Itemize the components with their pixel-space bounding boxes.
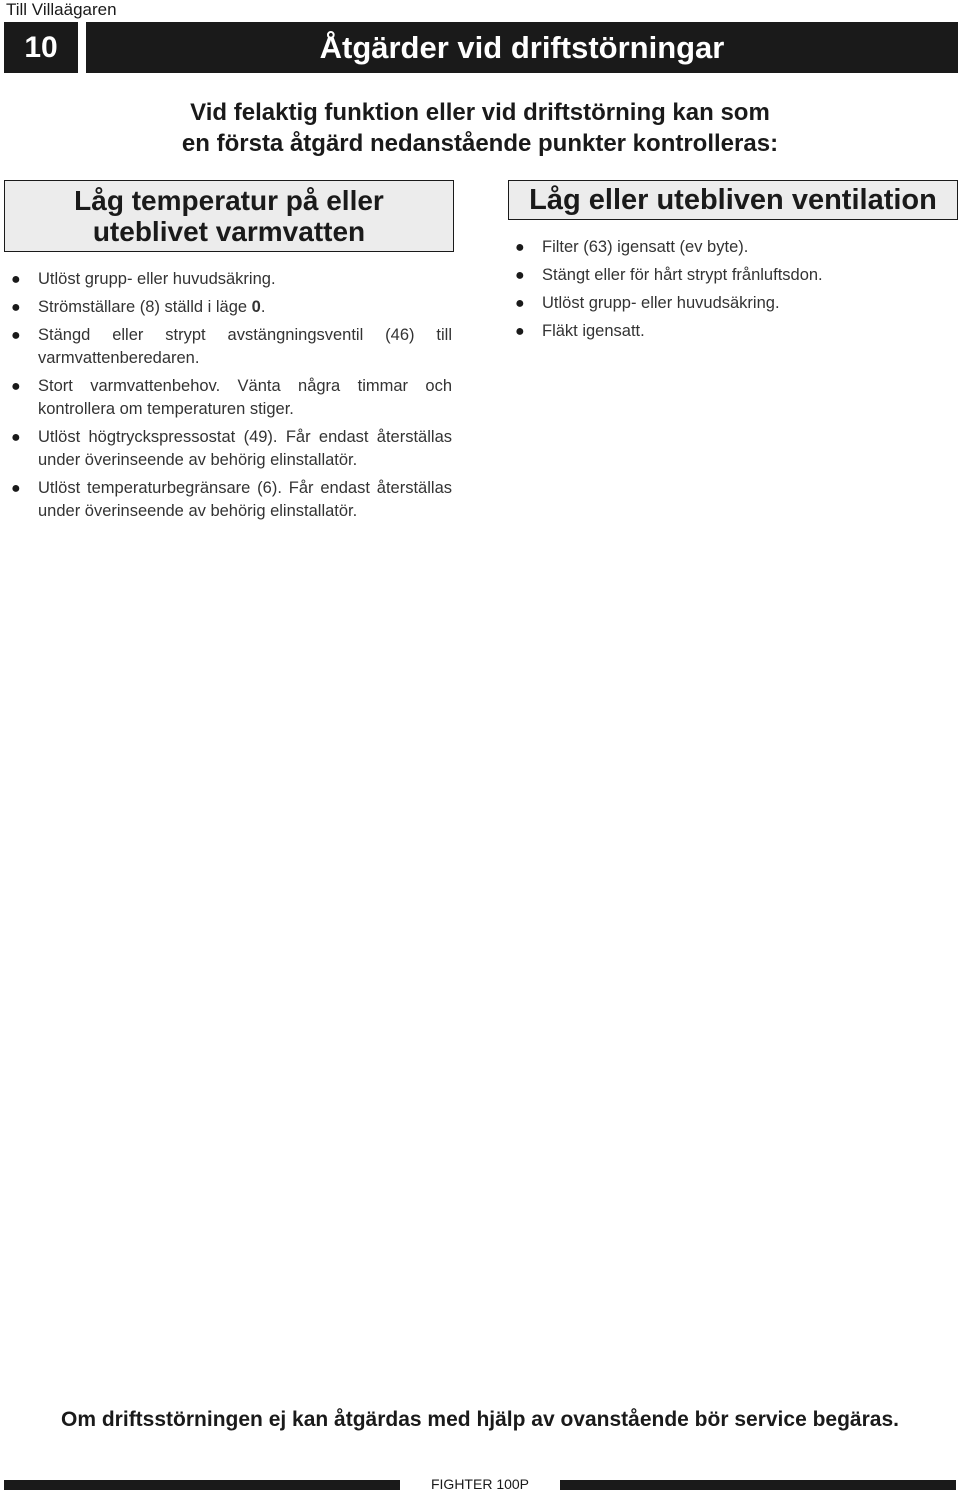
bullet-icon: ● xyxy=(11,327,21,344)
footer-service-note: Om driftsstörningen ej kan åtgärdas med hjälp av ovanstående bör service begäras. xyxy=(61,1408,899,1431)
list-item xyxy=(4,324,452,370)
list-item xyxy=(4,477,452,523)
list-item xyxy=(4,268,452,291)
list-item-text: Stort varmvattenbehov. Vänta några timmar och kontrollera om temperaturen stiger. xyxy=(38,377,452,418)
bullet-icon: ● xyxy=(11,429,21,446)
list-item xyxy=(508,292,948,315)
left-bullet-list xyxy=(4,268,452,528)
list-item-text: Fläkt igensatt. xyxy=(542,322,645,340)
list-item xyxy=(4,426,452,472)
list-item xyxy=(508,236,948,259)
list-item-text: Utlöst temperaturbegränsare (6). Får endast återställas under överinseende av behörig elinstallatör. xyxy=(38,479,452,520)
switch-position-value: 0 xyxy=(251,298,261,316)
footer-divider-right xyxy=(560,1480,956,1490)
list-item-text: Utlöst grupp- eller huvudsäkring. xyxy=(38,270,276,288)
bullet-icon: ● xyxy=(11,299,21,316)
footer-model-name: FIGHTER 100P xyxy=(430,1476,530,1492)
list-item-text: Stängd eller strypt avstängningsventil (46) till varmvattenberedaren. xyxy=(38,326,452,367)
right-bullet-list xyxy=(508,236,948,348)
list-item xyxy=(508,320,948,343)
bullet-icon: ● xyxy=(11,480,21,497)
list-item-text: Stängt eller för hårt strypt frånluftsdon. xyxy=(542,266,823,284)
list-item xyxy=(4,296,452,319)
list-item-text: Utlöst grupp- eller huvudsäkring. xyxy=(542,294,780,312)
list-item-text: Strömställare (8) ställd i läge xyxy=(38,298,252,316)
list-item xyxy=(4,375,452,421)
intro-line-2: en första åtgärd nedanstående punkter kontrolleras: xyxy=(181,130,779,157)
chapter-number: 10 xyxy=(4,22,78,73)
page-title: Åtgärder vid driftstörningar xyxy=(86,22,958,73)
footer-divider-left xyxy=(4,1480,400,1490)
list-item-text: Utlöst högtryckspressostat (49). Får endast återställas under överinseende av behörig elinstallatör. xyxy=(38,428,452,469)
left-section-heading xyxy=(4,180,454,252)
left-heading-line-1: Låg temperatur på eller xyxy=(74,185,384,216)
bullet-icon: ● xyxy=(11,271,21,288)
bullet-icon: ● xyxy=(515,239,525,256)
bullet-icon: ● xyxy=(515,323,525,340)
right-section-heading: Låg eller utebliven ventilation xyxy=(508,180,958,220)
list-item-text: Filter (63) igensatt (ev byte). xyxy=(542,238,749,256)
intro-text xyxy=(100,97,860,159)
list-item xyxy=(508,264,948,287)
list-item-end: . xyxy=(260,298,266,316)
left-heading-line-2: uteblivet varmvatten xyxy=(92,216,366,247)
intro-line-1: Vid felaktig funktion eller vid driftstörning kan som xyxy=(190,99,770,126)
bullet-icon: ● xyxy=(515,295,525,312)
bullet-icon: ● xyxy=(515,267,525,284)
section-label: Till Villaägaren xyxy=(6,0,117,19)
bullet-icon: ● xyxy=(11,378,21,395)
